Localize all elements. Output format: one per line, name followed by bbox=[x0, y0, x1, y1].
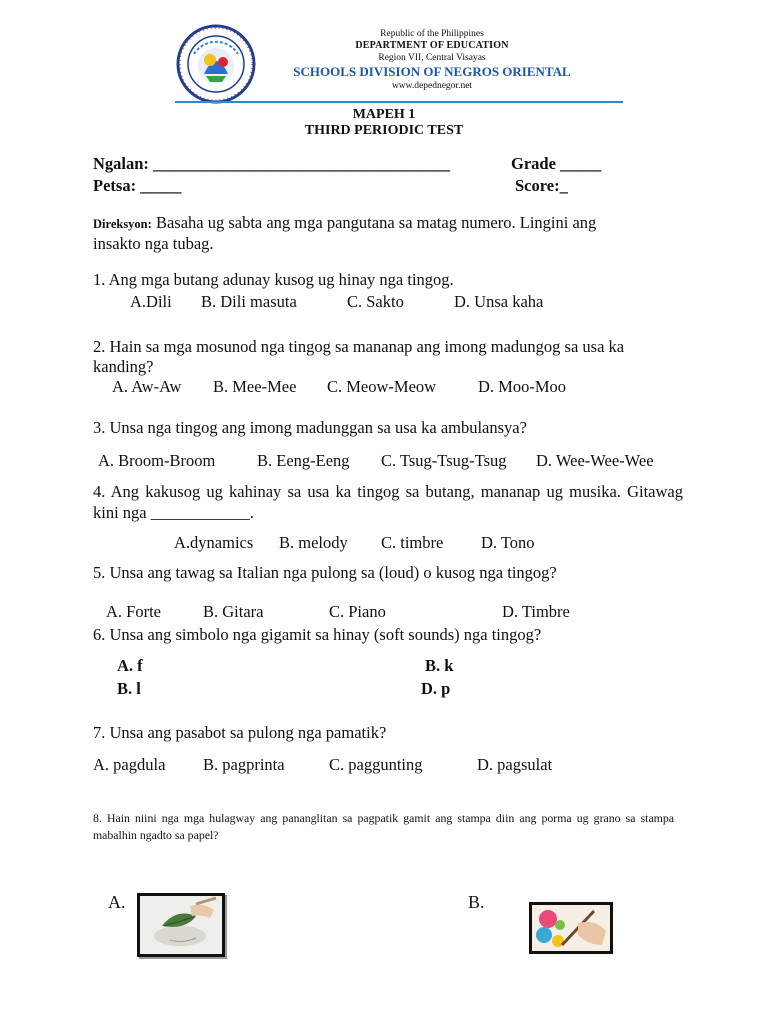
q6-option-b[interactable]: B. k bbox=[425, 656, 454, 675]
q1-option-b[interactable]: B. Dili masuta bbox=[201, 292, 297, 311]
question-6: 6. Unsa ang simbolo nga gigamit sa hinay (soft sounds) nga tingog? bbox=[93, 625, 542, 644]
q2-option-a[interactable]: A. Aw-Aw bbox=[112, 377, 182, 396]
q3-option-a[interactable]: A. Broom-Broom bbox=[98, 451, 216, 470]
question-5: 5. Unsa ang tawag sa Italian nga pulong sa (loud) o kusog nga tingog? bbox=[93, 563, 557, 582]
q4-option-d[interactable]: D. Tono bbox=[481, 533, 535, 552]
q1-option-c[interactable]: C. Sakto bbox=[347, 292, 404, 311]
q7-option-a[interactable]: A. pagdula bbox=[93, 755, 166, 774]
question-1: 1. Ang mga butang adunay kusog ug hinay nga tingog. bbox=[93, 270, 454, 289]
q7-option-c[interactable]: C. paggunting bbox=[329, 755, 423, 774]
q4-option-b[interactable]: B. melody bbox=[279, 533, 348, 552]
republic-text: Republic of the Philippines bbox=[380, 29, 484, 39]
score-field-label: Score:_ bbox=[515, 176, 568, 195]
q8-option-a[interactable]: A. bbox=[108, 892, 126, 912]
brush-painting-image[interactable] bbox=[529, 902, 613, 954]
q1-option-a[interactable]: A.Dili bbox=[130, 292, 172, 311]
directions-label: Direksyon: bbox=[93, 217, 152, 231]
q2-option-d[interactable]: D. Moo-Moo bbox=[478, 377, 567, 396]
q8-option-b[interactable]: B. bbox=[468, 892, 485, 912]
question-3: 3. Unsa nga tingog ang imong madunggan sa usa ka ambulansya? bbox=[93, 418, 527, 437]
question-2: 2. Hain sa mga mosunod nga tingog sa mananap ang imong madungog sa usa ka kanding? bbox=[93, 337, 625, 376]
q6-option-c[interactable]: B. l bbox=[117, 679, 141, 698]
q5-option-d[interactable]: D. Timbre bbox=[502, 602, 570, 621]
question-8: 8. Hain niini nga mga hulagway ang pananglitan sa pagpatik gamit ang stampa diin ang porma ug grano sa stampa mabalhin ngadto sa papel? bbox=[93, 811, 674, 842]
grade-field-label: Grade _____ bbox=[511, 154, 602, 173]
q7-option-d[interactable]: D. pagsulat bbox=[477, 755, 553, 774]
directions bbox=[93, 213, 683, 254]
q3-option-b[interactable]: B. Eeng-Eeng bbox=[257, 451, 350, 470]
website-text: www.depednegor.net bbox=[391, 81, 473, 91]
date-field-label: Petsa: _____ bbox=[93, 176, 182, 195]
question-4: 4. Ang kakusog ug kahinay sa usa ka tingog sa butang, mananap ug musika. Gitawag kini nga ____________. bbox=[93, 482, 683, 522]
q3-option-d[interactable]: D. Wee-Wee-Wee bbox=[536, 451, 654, 470]
q4-option-a[interactable]: A.dynamics bbox=[174, 533, 254, 552]
name-field-label: Ngalan: ____________________________________ bbox=[93, 154, 451, 173]
q3-option-c[interactable]: C. Tsug-Tsug-Tsug bbox=[381, 451, 507, 470]
subject-title: MAPEH 1 bbox=[352, 107, 416, 122]
region-text: Region VII, Central Visayas bbox=[378, 53, 486, 63]
q4-option-c[interactable]: C. timbre bbox=[381, 533, 444, 552]
header-divider bbox=[175, 101, 623, 103]
q5-option-a[interactable]: A. Forte bbox=[106, 602, 161, 621]
q7-option-b[interactable]: B. pagprinta bbox=[203, 755, 285, 774]
q6-option-d[interactable]: D. p bbox=[421, 679, 451, 698]
department-text: DEPARTMENT OF EDUCATION bbox=[355, 40, 509, 51]
question-7: 7. Unsa ang pasabot sa pulong nga pamatik? bbox=[93, 723, 387, 742]
q5-option-c[interactable]: C. Piano bbox=[329, 602, 386, 621]
q5-option-b[interactable]: B. Gitara bbox=[203, 602, 264, 621]
q2-option-c[interactable]: C. Meow-Meow bbox=[327, 377, 437, 396]
directions-text-line1: Basaha ug sabta ang mga pangutana sa matag numero. Lingini ang bbox=[155, 213, 597, 232]
q2-option-b[interactable]: B. Mee-Mee bbox=[213, 377, 297, 396]
directions-text-line2: insakto nga tubag. bbox=[93, 234, 214, 253]
letterhead bbox=[262, 28, 602, 92]
deped-seal-logo bbox=[176, 24, 256, 104]
test-title: THIRD PERIODIC TEST bbox=[304, 123, 464, 138]
division-text: SCHOOLS DIVISION OF NEGROS ORIENTAL bbox=[293, 64, 571, 79]
q6-option-a[interactable]: A. f bbox=[117, 656, 143, 675]
q1-option-d[interactable]: D. Unsa kaha bbox=[454, 292, 544, 311]
leaf-stamping-image[interactable] bbox=[137, 893, 225, 957]
